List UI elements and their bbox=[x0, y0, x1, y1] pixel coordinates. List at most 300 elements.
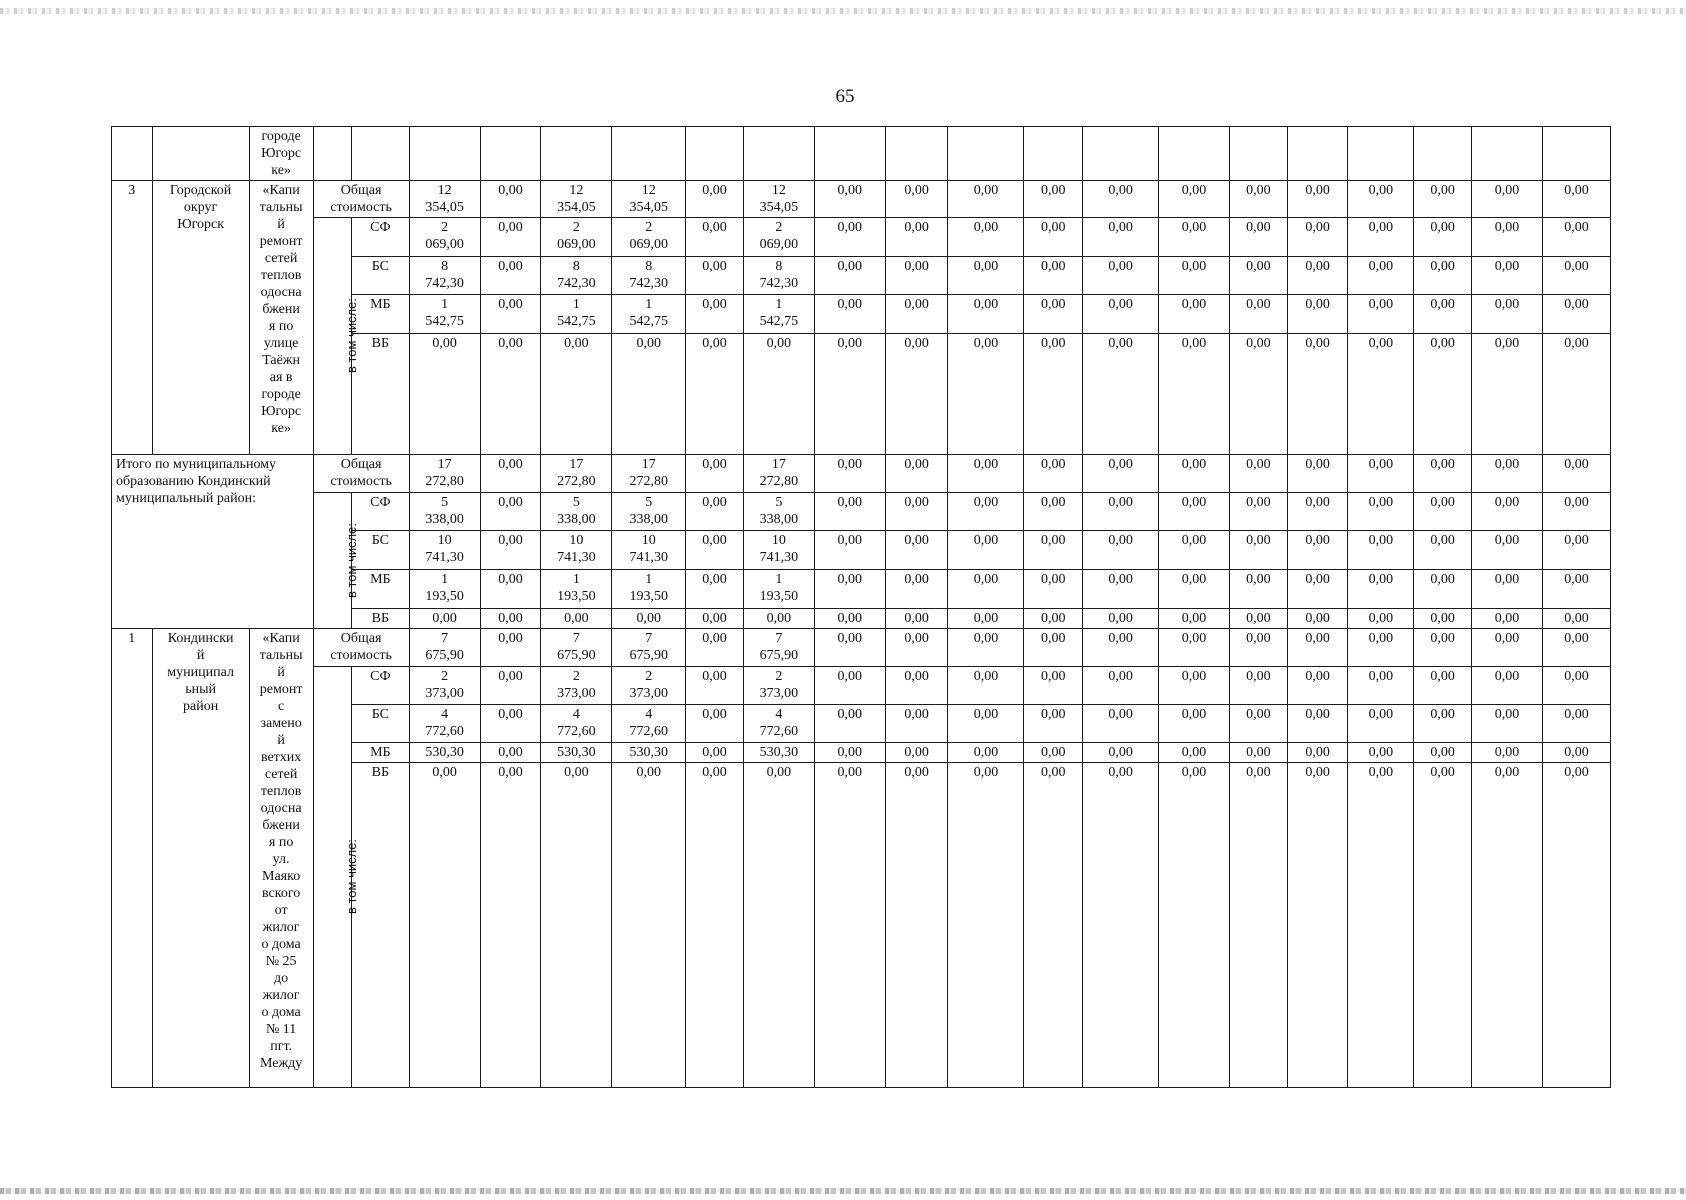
value-cell: 0,00 bbox=[480, 181, 541, 218]
value-cell: 0,00 bbox=[686, 493, 744, 531]
value-cell bbox=[541, 127, 612, 181]
value-cell: 0,00 bbox=[686, 570, 744, 609]
value-cell: 12 354,05 bbox=[541, 181, 612, 218]
value-cell: 0,00 bbox=[1083, 609, 1159, 629]
value-cell: 0,00 bbox=[1348, 763, 1414, 1088]
value-cell: 0,00 bbox=[948, 531, 1024, 570]
value-cell: 7 675,90 bbox=[541, 629, 612, 667]
value-cell: 0,00 bbox=[1348, 609, 1414, 629]
value-cell: 0,00 bbox=[743, 763, 814, 1088]
value-cell: 0,00 bbox=[1472, 743, 1543, 763]
value-cell bbox=[1414, 127, 1472, 181]
value-cell: 0,00 bbox=[480, 493, 541, 531]
value-cell: 0,00 bbox=[1348, 667, 1414, 705]
value-cell: 0,00 bbox=[885, 531, 948, 570]
value-cell: 0,00 bbox=[885, 570, 948, 609]
value-cell: 0,00 bbox=[1472, 334, 1543, 455]
value-cell: 10 741,30 bbox=[612, 531, 686, 570]
value-cell: 0,00 bbox=[814, 295, 885, 334]
value-cell: 0,00 bbox=[1542, 218, 1610, 257]
value-cell: 0,00 bbox=[1083, 667, 1159, 705]
value-cell: 0,00 bbox=[1348, 257, 1414, 295]
value-cell: 0,00 bbox=[612, 763, 686, 1088]
vertical-label: в том числе: bbox=[343, 838, 359, 915]
municipality-cell bbox=[152, 127, 249, 181]
value-cell: 0,00 bbox=[1287, 531, 1348, 570]
value-cell: 0,00 bbox=[1083, 257, 1159, 295]
value-cell bbox=[409, 127, 480, 181]
value-cell: 0,00 bbox=[1287, 763, 1348, 1088]
value-cell: 0,00 bbox=[948, 334, 1024, 455]
value-cell: 0,00 bbox=[686, 629, 744, 667]
subtype-cell: БС bbox=[352, 705, 410, 743]
total-label: Итого по муниципальному образованию Кондинский муниципальный район: bbox=[112, 455, 314, 629]
value-cell: 0,00 bbox=[1083, 334, 1159, 455]
value-cell: 0,00 bbox=[1472, 531, 1543, 570]
value-cell: 8 742,30 bbox=[612, 257, 686, 295]
value-cell: 0,00 bbox=[948, 455, 1024, 493]
value-cell: 10 741,30 bbox=[541, 531, 612, 570]
value-cell: 0,00 bbox=[1542, 629, 1610, 667]
value-cell bbox=[1542, 127, 1610, 181]
value-cell: 0,00 bbox=[814, 629, 885, 667]
value-cell: 0,00 bbox=[948, 763, 1024, 1088]
value-cell: 0,00 bbox=[885, 295, 948, 334]
value-cell: 10 741,30 bbox=[743, 531, 814, 570]
scan-edge-bottom bbox=[0, 1188, 1686, 1194]
value-cell: 0,00 bbox=[1348, 493, 1414, 531]
value-cell: 0,00 bbox=[480, 295, 541, 334]
value-cell: 0,00 bbox=[1472, 705, 1543, 743]
value-cell: 0,00 bbox=[1159, 531, 1230, 570]
value-cell: 0,00 bbox=[1024, 218, 1083, 257]
value-cell: 2 069,00 bbox=[409, 218, 480, 257]
value-cell bbox=[1348, 127, 1414, 181]
vertical-label-cell bbox=[313, 218, 359, 455]
value-cell: 0,00 bbox=[686, 531, 744, 570]
table-row bbox=[112, 181, 1611, 218]
value-cell: 0,00 bbox=[1159, 629, 1230, 667]
project-cell: «Капи тальны й ремонт с замено й ветхих сетей теплов одосна бжени я по ул. Маяко вского от жилог о дома № 25 до жилог о дома № 11 пгт. Между bbox=[249, 629, 313, 1088]
value-cell: 0,00 bbox=[1230, 218, 1288, 257]
table-row bbox=[112, 493, 1611, 531]
value-cell: 0,00 bbox=[1230, 629, 1288, 667]
value-cell: 0,00 bbox=[1230, 493, 1288, 531]
value-cell: 0,00 bbox=[885, 257, 948, 295]
value-cell: 0,00 bbox=[948, 667, 1024, 705]
value-cell: 0,00 bbox=[1159, 181, 1230, 218]
page-number: 65 bbox=[835, 86, 855, 107]
value-cell: 0,00 bbox=[1414, 455, 1472, 493]
value-cell: 0,00 bbox=[1348, 743, 1414, 763]
value-cell: 0,00 bbox=[1230, 531, 1288, 570]
value-cell: 0,00 bbox=[541, 334, 612, 455]
value-cell: 0,00 bbox=[1414, 257, 1472, 295]
value-cell: 0,00 bbox=[1083, 629, 1159, 667]
value-cell: 0,00 bbox=[1159, 667, 1230, 705]
subtype-cell: СФ bbox=[352, 667, 410, 705]
value-cell: 0,00 bbox=[1348, 531, 1414, 570]
value-cell: 1 542,75 bbox=[409, 295, 480, 334]
value-cell: 0,00 bbox=[1083, 181, 1159, 218]
value-cell: 0,00 bbox=[1083, 705, 1159, 743]
value-cell: 8 742,30 bbox=[743, 257, 814, 295]
budget-table bbox=[111, 126, 1611, 1088]
value-cell: 2 069,00 bbox=[612, 218, 686, 257]
value-cell: 0,00 bbox=[814, 257, 885, 295]
value-cell: 0,00 bbox=[1472, 455, 1543, 493]
value-cell: 0,00 bbox=[1542, 257, 1610, 295]
value-cell: 17 272,80 bbox=[541, 455, 612, 493]
value-cell: 0,00 bbox=[686, 334, 744, 455]
value-cell: 0,00 bbox=[1414, 334, 1472, 455]
value-cell: 0,00 bbox=[686, 455, 744, 493]
project-cell: «Капи тальны й ремонт сетей теплов одосна бжени я по улице Таёжн ая в городе Югорс ке» bbox=[249, 181, 313, 455]
scan-edge-top bbox=[0, 8, 1686, 14]
value-cell: 0,00 bbox=[1230, 257, 1288, 295]
value-cell: 0,00 bbox=[1230, 295, 1288, 334]
value-cell: 0,00 bbox=[1472, 629, 1543, 667]
value-cell: 0,00 bbox=[1024, 455, 1083, 493]
vertical-label-cell bbox=[313, 667, 359, 1088]
subtype-cell: БС bbox=[352, 257, 410, 295]
value-cell: 10 741,30 bbox=[409, 531, 480, 570]
value-cell: 0,00 bbox=[1230, 334, 1288, 455]
value-cell bbox=[814, 127, 885, 181]
table-row bbox=[112, 629, 1611, 667]
subtype-cell: МБ bbox=[352, 743, 410, 763]
vertical-label-cell bbox=[313, 493, 359, 629]
value-cell: 5 338,00 bbox=[409, 493, 480, 531]
value-cell: 0,00 bbox=[814, 334, 885, 455]
value-cell: 0,00 bbox=[1159, 295, 1230, 334]
value-cell: 2 373,00 bbox=[612, 667, 686, 705]
value-cell bbox=[1472, 127, 1543, 181]
value-cell: 0,00 bbox=[885, 181, 948, 218]
value-cell: 2 373,00 bbox=[743, 667, 814, 705]
value-cell: 0,00 bbox=[1348, 455, 1414, 493]
value-cell: 0,00 bbox=[1348, 295, 1414, 334]
value-cell: 0,00 bbox=[612, 334, 686, 455]
value-cell: 0,00 bbox=[1159, 705, 1230, 743]
value-cell: 0,00 bbox=[1414, 570, 1472, 609]
value-cell: 0,00 bbox=[885, 743, 948, 763]
value-cell: 0,00 bbox=[1287, 705, 1348, 743]
value-cell: 0,00 bbox=[814, 609, 885, 629]
value-cell: 0,00 bbox=[1083, 295, 1159, 334]
value-cell: 17 272,80 bbox=[743, 455, 814, 493]
subtype-cell: МБ bbox=[352, 570, 410, 609]
value-cell: 2 373,00 bbox=[409, 667, 480, 705]
value-cell: 0,00 bbox=[948, 743, 1024, 763]
value-cell: 0,00 bbox=[1542, 455, 1610, 493]
value-cell: 0,00 bbox=[885, 705, 948, 743]
value-cell: 0,00 bbox=[480, 257, 541, 295]
subtype-cell: СФ bbox=[352, 218, 410, 257]
value-cell: 0,00 bbox=[885, 218, 948, 257]
value-cell: 530,30 bbox=[612, 743, 686, 763]
value-cell: 0,00 bbox=[948, 570, 1024, 609]
value-cell: 0,00 bbox=[1348, 181, 1414, 218]
value-cell: 0,00 bbox=[480, 743, 541, 763]
value-cell: 0,00 bbox=[1159, 570, 1230, 609]
value-cell: 530,30 bbox=[541, 743, 612, 763]
value-cell: 0,00 bbox=[1024, 609, 1083, 629]
value-cell: 0,00 bbox=[948, 181, 1024, 218]
value-cell: 0,00 bbox=[1542, 609, 1610, 629]
value-cell: 0,00 bbox=[1542, 493, 1610, 531]
value-cell: 0,00 bbox=[1414, 218, 1472, 257]
value-cell: 0,00 bbox=[409, 763, 480, 1088]
value-cell: 0,00 bbox=[814, 531, 885, 570]
value-cell: 4 772,60 bbox=[541, 705, 612, 743]
subtype-cell: ВБ bbox=[352, 609, 410, 629]
value-cell: 0,00 bbox=[1414, 763, 1472, 1088]
value-cell: 0,00 bbox=[686, 705, 744, 743]
value-cell: 0,00 bbox=[948, 295, 1024, 334]
value-cell: 5 338,00 bbox=[612, 493, 686, 531]
value-cell: 2 069,00 bbox=[541, 218, 612, 257]
value-cell: 5 338,00 bbox=[743, 493, 814, 531]
value-cell: 0,00 bbox=[1542, 570, 1610, 609]
vertical-label: в том числе: bbox=[343, 297, 359, 374]
value-cell: 0,00 bbox=[480, 334, 541, 455]
value-cell: 0,00 bbox=[1287, 455, 1348, 493]
value-cell: 0,00 bbox=[1287, 493, 1348, 531]
value-cell: 530,30 bbox=[743, 743, 814, 763]
value-cell: 0,00 bbox=[814, 705, 885, 743]
value-cell: 0,00 bbox=[1024, 257, 1083, 295]
project-cell: городе Югорс ке» bbox=[249, 127, 313, 181]
value-cell bbox=[948, 127, 1024, 181]
value-cell: 0,00 bbox=[1542, 763, 1610, 1088]
value-cell: 0,00 bbox=[1414, 531, 1472, 570]
value-cell: 0,00 bbox=[1024, 763, 1083, 1088]
value-cell: 4 772,60 bbox=[612, 705, 686, 743]
value-cell bbox=[1083, 127, 1159, 181]
value-cell: 0,00 bbox=[1024, 667, 1083, 705]
value-cell: 0,00 bbox=[686, 295, 744, 334]
value-cell: 0,00 bbox=[686, 257, 744, 295]
value-cell: 0,00 bbox=[885, 763, 948, 1088]
value-cell: 0,00 bbox=[885, 334, 948, 455]
value-cell: 0,00 bbox=[1024, 629, 1083, 667]
value-cell: 0,00 bbox=[1024, 570, 1083, 609]
value-cell: 530,30 bbox=[409, 743, 480, 763]
value-cell: 0,00 bbox=[743, 609, 814, 629]
value-cell: 0,00 bbox=[1159, 493, 1230, 531]
value-cell bbox=[1024, 127, 1083, 181]
value-cell: 0,00 bbox=[814, 570, 885, 609]
value-cell: 0,00 bbox=[1083, 455, 1159, 493]
value-cell: 0,00 bbox=[948, 493, 1024, 531]
value-cell: 0,00 bbox=[1230, 743, 1288, 763]
value-cell: 0,00 bbox=[1024, 295, 1083, 334]
value-cell bbox=[1230, 127, 1288, 181]
value-cell: 0,00 bbox=[885, 629, 948, 667]
value-cell: 0,00 bbox=[1287, 295, 1348, 334]
value-cell: 0,00 bbox=[948, 705, 1024, 743]
value-cell: 0,00 bbox=[1287, 629, 1348, 667]
value-cell: 0,00 bbox=[814, 763, 885, 1088]
value-cell: 0,00 bbox=[1414, 295, 1472, 334]
value-cell: 0,00 bbox=[1159, 763, 1230, 1088]
value-cell: 0,00 bbox=[1083, 763, 1159, 1088]
value-cell: 0,00 bbox=[1230, 609, 1288, 629]
value-cell: 0,00 bbox=[686, 609, 744, 629]
value-cell: 0,00 bbox=[1348, 218, 1414, 257]
value-cell: 1 542,75 bbox=[541, 295, 612, 334]
value-cell: 0,00 bbox=[885, 493, 948, 531]
value-cell: 0,00 bbox=[1024, 705, 1083, 743]
value-cell: 0,00 bbox=[1542, 667, 1610, 705]
value-cell: 0,00 bbox=[1348, 570, 1414, 609]
type-cell bbox=[313, 127, 351, 181]
value-cell: 4 772,60 bbox=[409, 705, 480, 743]
value-cell: 0,00 bbox=[1472, 181, 1543, 218]
value-cell: 7 675,90 bbox=[409, 629, 480, 667]
value-cell: 0,00 bbox=[1159, 609, 1230, 629]
value-cell: 0,00 bbox=[1159, 218, 1230, 257]
value-cell: 1 193,50 bbox=[743, 570, 814, 609]
value-cell: 0,00 bbox=[409, 609, 480, 629]
value-cell: 0,00 bbox=[1348, 334, 1414, 455]
value-cell: 0,00 bbox=[612, 609, 686, 629]
value-cell: 0,00 bbox=[1542, 743, 1610, 763]
value-cell: 5 338,00 bbox=[541, 493, 612, 531]
value-cell: 0,00 bbox=[814, 218, 885, 257]
value-cell: 0,00 bbox=[480, 763, 541, 1088]
value-cell: 8 742,30 bbox=[541, 257, 612, 295]
value-cell: 0,00 bbox=[409, 334, 480, 455]
type-cell: Общая стоимость bbox=[313, 455, 409, 493]
subtype-cell: МБ bbox=[352, 295, 410, 334]
value-cell: 0,00 bbox=[1024, 493, 1083, 531]
number-cell bbox=[112, 127, 153, 181]
value-cell: 0,00 bbox=[1414, 705, 1472, 743]
value-cell: 0,00 bbox=[1230, 455, 1288, 493]
value-cell: 0,00 bbox=[1287, 667, 1348, 705]
value-cell: 0,00 bbox=[480, 570, 541, 609]
value-cell: 0,00 bbox=[1230, 570, 1288, 609]
value-cell: 0,00 bbox=[1230, 667, 1288, 705]
value-cell bbox=[480, 127, 541, 181]
value-cell: 2 373,00 bbox=[541, 667, 612, 705]
value-cell: 0,00 bbox=[541, 609, 612, 629]
value-cell bbox=[612, 127, 686, 181]
vertical-label: в том числе: bbox=[343, 522, 359, 598]
value-cell: 0,00 bbox=[885, 667, 948, 705]
value-cell: 0,00 bbox=[743, 334, 814, 455]
type-cell: Общая стоимость bbox=[313, 181, 409, 218]
value-cell: 0,00 bbox=[948, 218, 1024, 257]
value-cell: 0,00 bbox=[885, 609, 948, 629]
value-cell: 0,00 bbox=[885, 455, 948, 493]
value-cell: 1 193,50 bbox=[409, 570, 480, 609]
value-cell: 12 354,05 bbox=[743, 181, 814, 218]
value-cell: 0,00 bbox=[1024, 743, 1083, 763]
value-cell: 17 272,80 bbox=[612, 455, 686, 493]
value-cell: 0,00 bbox=[1414, 493, 1472, 531]
value-cell: 0,00 bbox=[948, 629, 1024, 667]
value-cell: 0,00 bbox=[1024, 531, 1083, 570]
value-cell: 0,00 bbox=[480, 455, 541, 493]
value-cell: 0,00 bbox=[480, 629, 541, 667]
value-cell: 0,00 bbox=[1159, 743, 1230, 763]
value-cell: 0,00 bbox=[1472, 295, 1543, 334]
value-cell: 0,00 bbox=[480, 531, 541, 570]
value-cell bbox=[743, 127, 814, 181]
value-cell: 0,00 bbox=[1083, 493, 1159, 531]
value-cell: 2 069,00 bbox=[743, 218, 814, 257]
value-cell: 0,00 bbox=[1348, 705, 1414, 743]
value-cell: 1 193,50 bbox=[541, 570, 612, 609]
value-cell: 0,00 bbox=[480, 218, 541, 257]
value-cell: 0,00 bbox=[541, 763, 612, 1088]
value-cell: 0,00 bbox=[1024, 334, 1083, 455]
value-cell: 0,00 bbox=[1472, 570, 1543, 609]
value-cell: 0,00 bbox=[686, 218, 744, 257]
value-cell: 0,00 bbox=[1472, 763, 1543, 1088]
value-cell: 12 354,05 bbox=[409, 181, 480, 218]
value-cell: 0,00 bbox=[1414, 667, 1472, 705]
value-cell: 0,00 bbox=[814, 493, 885, 531]
subtype-cell: СФ bbox=[352, 493, 410, 531]
value-cell: 0,00 bbox=[948, 257, 1024, 295]
type-cell bbox=[352, 127, 410, 181]
municipality-cell: Городской округ Югорск bbox=[152, 181, 249, 455]
subtype-cell: БС bbox=[352, 531, 410, 570]
number-cell: 3 bbox=[112, 181, 153, 455]
value-cell: 8 742,30 bbox=[409, 257, 480, 295]
value-cell: 0,00 bbox=[1542, 181, 1610, 218]
value-cell: 1 542,75 bbox=[612, 295, 686, 334]
value-cell: 0,00 bbox=[814, 181, 885, 218]
value-cell: 0,00 bbox=[814, 667, 885, 705]
value-cell: 0,00 bbox=[1083, 743, 1159, 763]
value-cell: 0,00 bbox=[1414, 181, 1472, 218]
value-cell: 0,00 bbox=[1159, 334, 1230, 455]
value-cell: 0,00 bbox=[1542, 295, 1610, 334]
type-cell: Общая стоимость bbox=[313, 629, 409, 667]
table-row bbox=[112, 455, 1611, 493]
value-cell: 0,00 bbox=[1083, 531, 1159, 570]
value-cell: 0,00 bbox=[1472, 667, 1543, 705]
value-cell: 0,00 bbox=[1287, 181, 1348, 218]
value-cell: 0,00 bbox=[1472, 493, 1543, 531]
municipality-cell: Кондински й муниципал ьный район bbox=[152, 629, 249, 1088]
value-cell: 0,00 bbox=[1472, 609, 1543, 629]
value-cell: 0,00 bbox=[480, 609, 541, 629]
value-cell: 0,00 bbox=[1159, 257, 1230, 295]
value-cell: 0,00 bbox=[686, 181, 744, 218]
value-cell bbox=[686, 127, 744, 181]
value-cell: 0,00 bbox=[1230, 763, 1288, 1088]
value-cell: 7 675,90 bbox=[612, 629, 686, 667]
value-cell bbox=[1287, 127, 1348, 181]
value-cell: 0,00 bbox=[1472, 257, 1543, 295]
value-cell bbox=[1159, 127, 1230, 181]
value-cell: 0,00 bbox=[1287, 218, 1348, 257]
value-cell: 0,00 bbox=[1542, 531, 1610, 570]
value-cell: 1 542,75 bbox=[743, 295, 814, 334]
subtype-cell: ВБ bbox=[352, 334, 410, 455]
value-cell: 0,00 bbox=[1083, 218, 1159, 257]
value-cell: 0,00 bbox=[948, 609, 1024, 629]
value-cell: 0,00 bbox=[1414, 609, 1472, 629]
value-cell: 0,00 bbox=[814, 455, 885, 493]
value-cell: 0,00 bbox=[1159, 455, 1230, 493]
